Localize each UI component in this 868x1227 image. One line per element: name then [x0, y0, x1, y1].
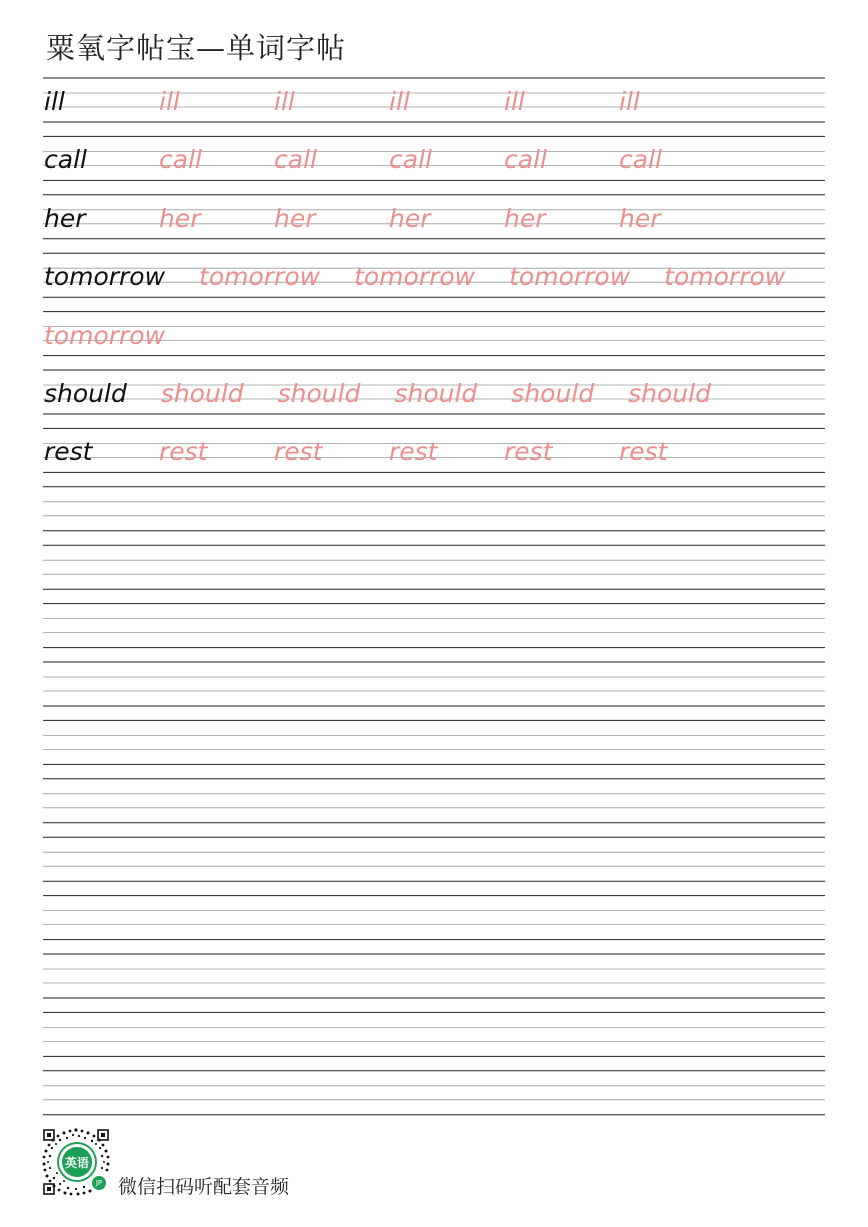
model-word: call: [44, 145, 87, 175]
trace-word: tomorrow: [509, 262, 631, 292]
model-word: should: [44, 379, 127, 408]
trace-word: should: [511, 379, 595, 408]
model-word: ill: [44, 87, 65, 116]
trace-word: rest: [389, 437, 438, 467]
trace-word: her: [389, 203, 431, 233]
trace-word: should: [394, 379, 478, 408]
scan-audio-caption: 微信扫码听配套音频: [118, 1176, 290, 1198]
trace-word: rest: [504, 437, 553, 467]
trace-word: tomorrow: [199, 262, 321, 292]
trace-word: ill: [389, 87, 410, 116]
trace-word: tomorrow: [664, 262, 786, 292]
trace-word: her: [619, 203, 661, 233]
trace-word: her: [504, 203, 546, 233]
trace-word: call: [274, 145, 317, 175]
trace-word: should: [160, 379, 244, 408]
app-mini-icon: JP: [92, 1176, 106, 1190]
model-word: tomorrow: [44, 262, 166, 292]
trace-word: rest: [274, 437, 323, 467]
trace-word: rest: [619, 437, 668, 467]
trace-word: ill: [159, 87, 180, 116]
trace-word: rest: [159, 437, 208, 467]
trace-word: tomorrow: [44, 320, 166, 350]
trace-word: call: [504, 145, 547, 175]
trace-word: should: [628, 379, 711, 408]
trace-word: should: [277, 379, 361, 408]
trace-word: ill: [619, 87, 640, 116]
model-word: her: [44, 203, 86, 233]
trace-word: call: [389, 145, 432, 175]
trace-word: tomorrow: [354, 262, 476, 292]
trace-word: ill: [504, 87, 525, 116]
trace-word: her: [159, 203, 201, 233]
trace-word: ill: [274, 87, 295, 116]
trace-word: call: [159, 145, 202, 175]
english-badge-icon: 英语: [59, 1144, 95, 1180]
page-title: 粟氧字帖宝—单词字帖: [46, 31, 347, 65]
trace-word: call: [619, 145, 662, 175]
trace-word: her: [274, 203, 316, 233]
model-word: rest: [44, 437, 93, 467]
